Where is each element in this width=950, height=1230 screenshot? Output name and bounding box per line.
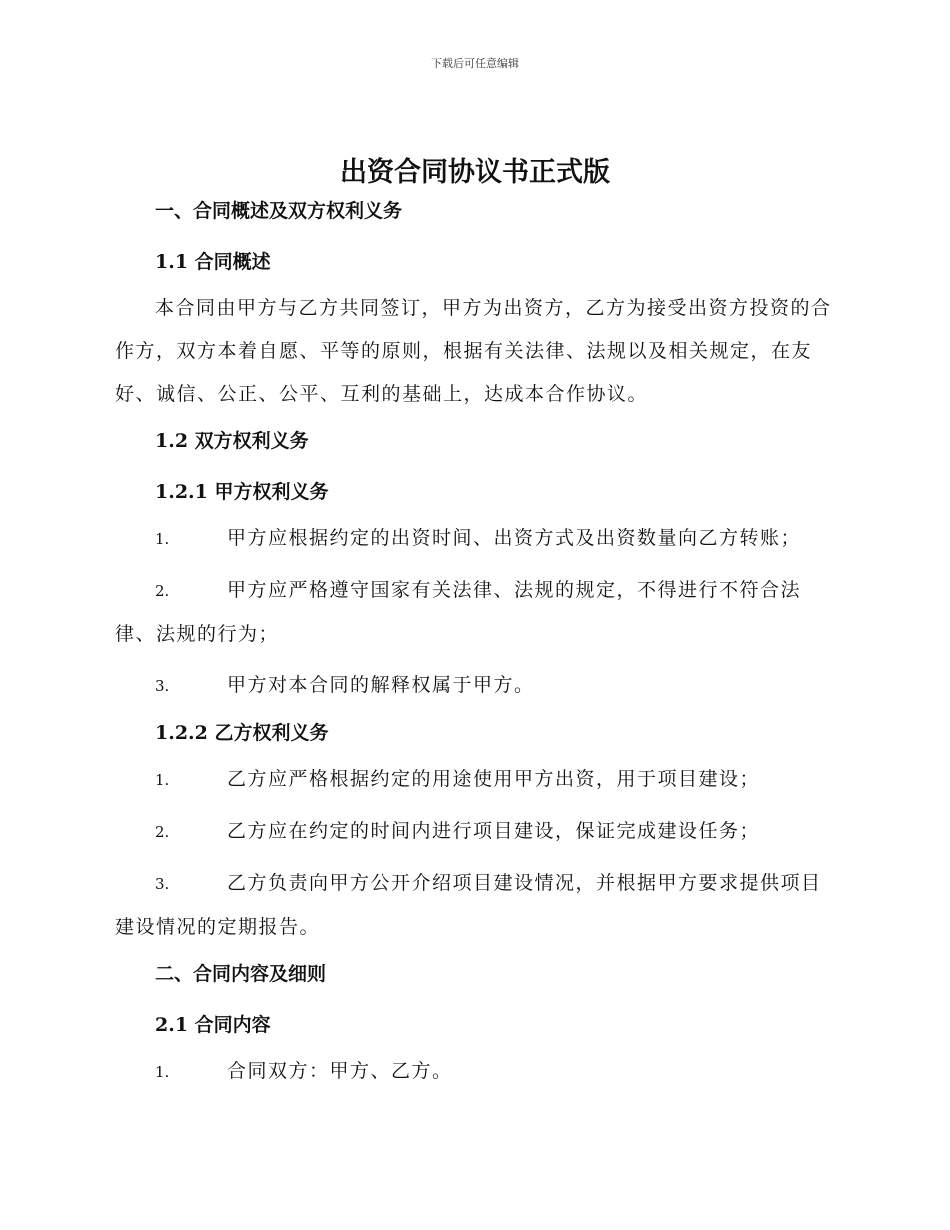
item-number: 3. xyxy=(155,677,170,695)
item-text: 乙方应严格根据约定的用途使用甲方出资，用于项目建设； xyxy=(227,768,761,790)
subsection-heading-1-2: 1.2 双方权利义务 xyxy=(155,430,309,452)
overview-paragraph: 本合同由甲方与乙方共同签订，甲方为出资方，乙方为接受出资方投资的合作方，双方本着自愿、平等的原则，根据有关法律、法规以及相关规定，在友好、诚信、公正、公平、互利的基础上，达成本合作协议。 xyxy=(115,297,832,405)
item-number: 1. xyxy=(155,771,170,789)
item-number: 1. xyxy=(155,530,170,548)
item-text: 甲方应严格遵守国家有关法律、法规的规定，不得进行不符合法律、法规的行为； xyxy=(115,579,802,645)
item-number: 1. xyxy=(155,1063,170,1081)
list-item xyxy=(115,517,835,561)
list-item xyxy=(115,810,835,854)
subsection-heading-1-2-2: 1.2.2 乙方权利义务 xyxy=(155,722,329,744)
section-heading-1: 一、合同概述及双方权利义务 xyxy=(155,200,403,222)
item-text: 甲方对本合同的解释权属于甲方。 xyxy=(227,674,535,696)
list-item xyxy=(115,664,835,708)
subsection-heading-1-2-1: 1.2.1 甲方权利义务 xyxy=(155,481,329,503)
subsection-heading-2-1: 2.1 合同内容 xyxy=(155,1014,271,1036)
item-text: 乙方负责向甲方公开介绍项目建设情况，并根据甲方要求提供项目建设情况的定期报告。 xyxy=(115,872,822,938)
item-text: 合同双方：甲方、乙方。 xyxy=(227,1060,453,1082)
item-text: 甲方应根据约定的出资时间、出资方式及出资数量向乙方转账； xyxy=(227,527,802,549)
item-text: 乙方应在约定的时间内进行项目建设，保证完成建设任务； xyxy=(227,820,761,842)
document-body xyxy=(115,194,835,1094)
subsection-heading-1-1: 1.1 合同概述 xyxy=(155,251,271,273)
list-item xyxy=(115,862,835,949)
list-item xyxy=(115,1050,835,1094)
list-item xyxy=(115,569,835,656)
page-header: 下载后可任意编辑 xyxy=(431,57,519,70)
document-title: 出资合同协议书正式版 xyxy=(340,157,610,188)
item-number: 2. xyxy=(155,823,170,841)
section-heading-2: 二、合同内容及细则 xyxy=(155,963,327,985)
item-number: 3. xyxy=(155,875,170,893)
item-number: 2. xyxy=(155,582,170,600)
list-item xyxy=(115,758,835,802)
